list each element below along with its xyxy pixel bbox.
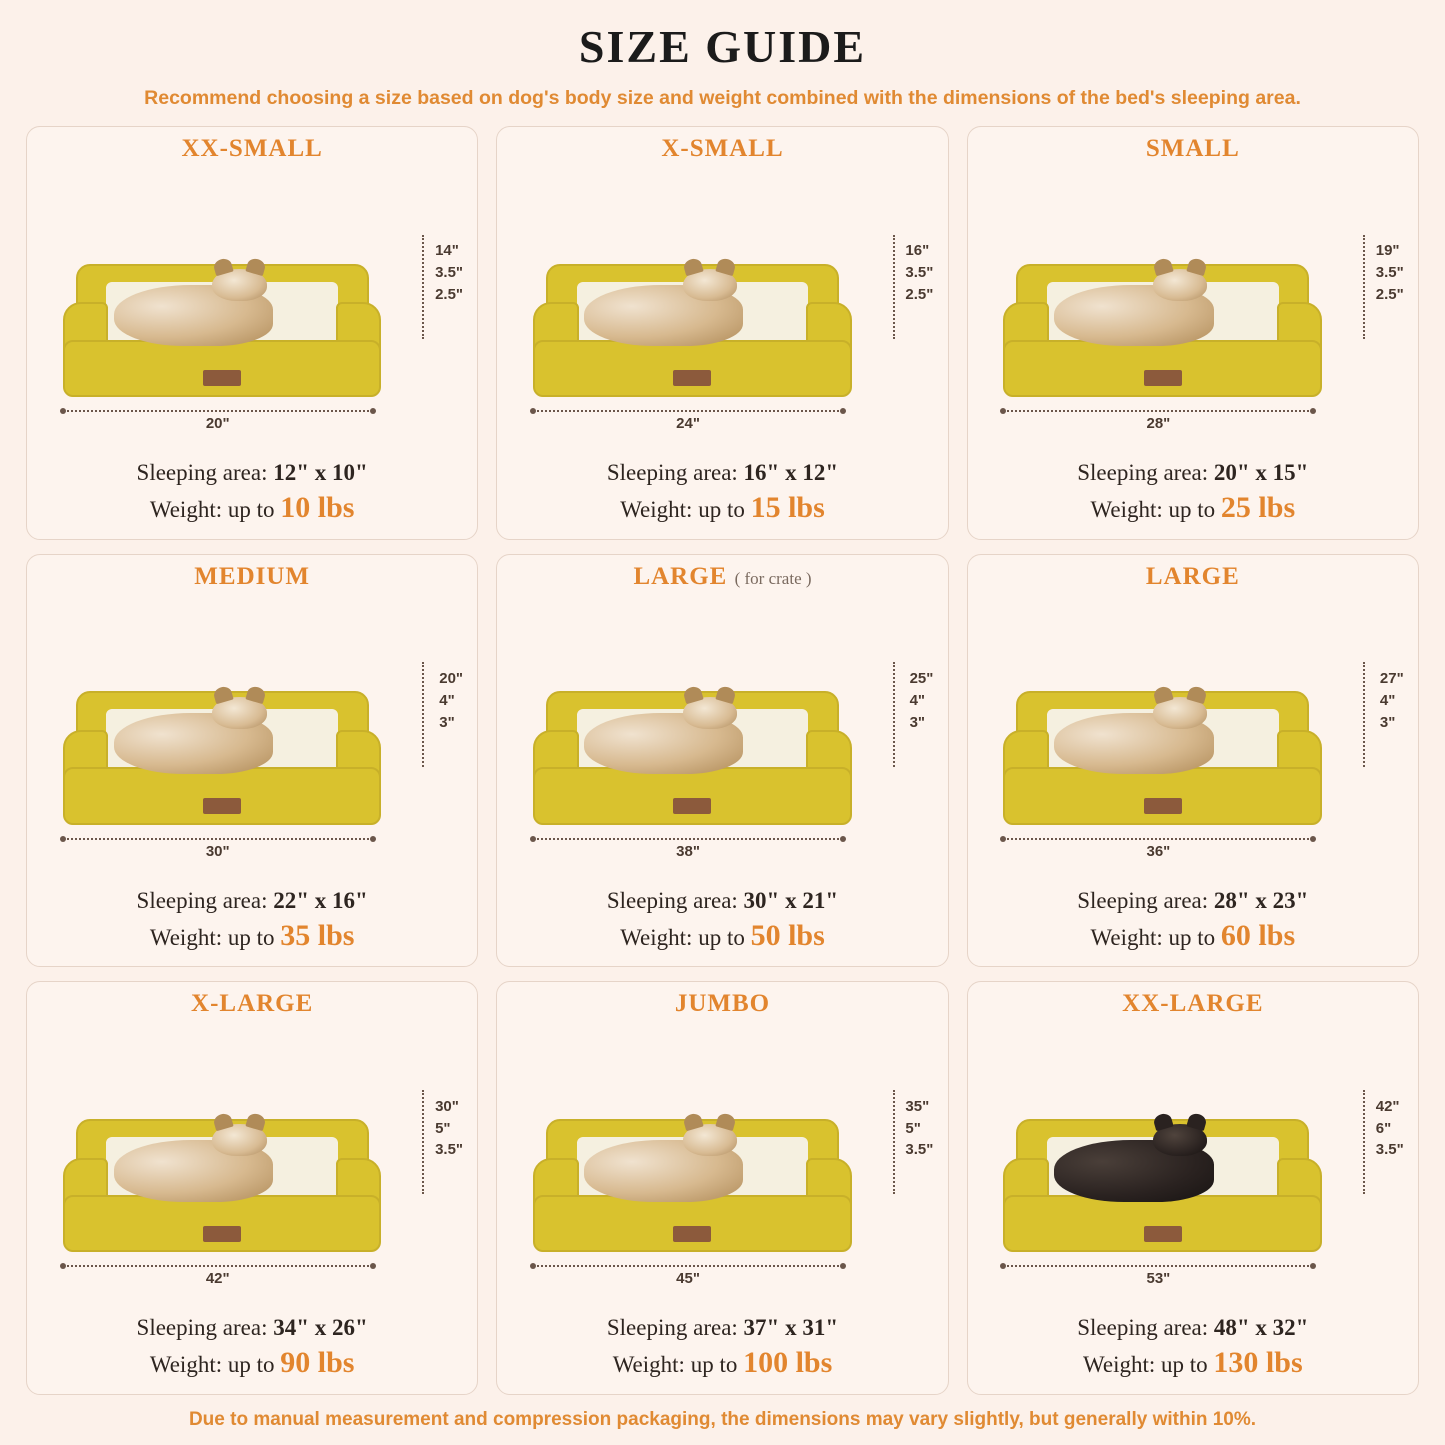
- brand-tag: [1144, 798, 1182, 814]
- pet-ear-left-icon: [212, 1112, 234, 1132]
- weight-upto: up to: [227, 924, 275, 950]
- brand-tag: [673, 1226, 711, 1242]
- pet-ear-left-icon: [682, 684, 704, 704]
- weight-upto: up to: [1161, 1352, 1208, 1378]
- length-guide-line: [533, 1265, 843, 1267]
- pet-head-icon: [683, 269, 737, 301]
- brand-tag: [1144, 1226, 1182, 1242]
- size-card-grid: [26, 126, 1419, 1395]
- weight-row: [607, 488, 838, 529]
- brand-tag: [1144, 370, 1182, 386]
- weight-label: Weight:: [149, 1352, 223, 1378]
- sleeping-area-label: Sleeping area:: [606, 460, 738, 486]
- dog-bed-graphic: [533, 691, 851, 824]
- weight-label: Weight:: [612, 1352, 685, 1378]
- card-title: [1146, 135, 1240, 163]
- bed-base: [1003, 340, 1321, 397]
- card-size-name: SMALL: [1145, 135, 1240, 162]
- pet-head-icon: [683, 697, 737, 729]
- dim-length: 20": [205, 414, 230, 432]
- dim-length: 28": [1146, 414, 1171, 432]
- dog-bed-graphic: [1003, 1119, 1321, 1252]
- weight-label: Weight:: [620, 924, 693, 950]
- height-guide-line: [1363, 662, 1365, 766]
- bed-illustration: [37, 593, 467, 883]
- weight-value: 60 lbs: [1220, 918, 1296, 952]
- size-card: [26, 981, 478, 1395]
- dim-mattress: 3.5": [905, 1141, 934, 1159]
- bed-illustration: [37, 165, 467, 455]
- height-guide-line: [422, 235, 424, 339]
- bed-illustration: [37, 1020, 467, 1310]
- dim-mattress: 2.5": [435, 285, 464, 303]
- sleeping-area-row: [607, 457, 838, 488]
- weight-row: [137, 488, 368, 529]
- brand-tag: [673, 798, 711, 814]
- page-subtitle: Recommend choosing a size based on dog's body size and weight combined with the dimensions of the bed's sleeping area.: [144, 87, 1301, 109]
- weight-upto: up to: [698, 497, 745, 523]
- sleeping-area-value: 16" x 12": [743, 460, 839, 486]
- pet-head-icon: [1153, 269, 1207, 301]
- weight-value: 130 lbs: [1213, 1346, 1303, 1380]
- card-size-name: LARGE: [633, 562, 728, 590]
- length-guide-line: [1003, 838, 1313, 840]
- dimension-annotations: [910, 668, 934, 733]
- pet-ear-left-icon: [682, 1112, 704, 1132]
- pet-body-icon: [584, 713, 743, 774]
- dim-length: 24": [676, 414, 700, 432]
- dim-bolster: 4": [439, 691, 455, 709]
- dim-bolster: 5": [435, 1119, 451, 1137]
- dog-bed-graphic: [63, 691, 381, 824]
- bed-illustration: [507, 165, 937, 455]
- dim-length: 30": [205, 842, 230, 860]
- dim-height: 14": [435, 242, 459, 260]
- card-info: [607, 457, 838, 529]
- dim-mattress: 2.5": [1375, 285, 1404, 303]
- pet-body-icon: [1054, 1140, 1213, 1201]
- dim-length: 42": [205, 1270, 230, 1288]
- size-card: [26, 554, 478, 968]
- sleeping-area-label: Sleeping area:: [606, 1315, 738, 1341]
- card-title: [675, 990, 770, 1018]
- sleeping-area-row: [607, 885, 838, 916]
- weight-label: Weight:: [149, 924, 223, 950]
- card-info: [1077, 885, 1308, 957]
- dim-bolster: 4": [909, 691, 926, 709]
- weight-value: 100 lbs: [743, 1346, 833, 1380]
- pet-ear-left-icon: [682, 257, 704, 277]
- dog-bed-graphic: [1003, 264, 1321, 397]
- height-guide-line: [422, 662, 424, 766]
- length-guide-line: [63, 838, 373, 840]
- weight-label: Weight:: [1090, 924, 1163, 950]
- dim-height: 35": [905, 1097, 930, 1115]
- weight-row: [607, 1343, 838, 1384]
- bed-illustration: [507, 593, 937, 883]
- height-guide-line: [1363, 1090, 1365, 1194]
- bed-illustration: [978, 1020, 1408, 1310]
- card-size-name: XX-LARGE: [1122, 990, 1264, 1018]
- dog-bed-graphic: [533, 1119, 851, 1252]
- pet-ear-left-icon: [1152, 257, 1174, 277]
- pet-head-icon: [1153, 1124, 1207, 1156]
- dim-height: 30": [435, 1097, 459, 1115]
- card-size-name: X-LARGE: [191, 990, 314, 1018]
- dim-height: 16": [905, 242, 930, 260]
- bed-base: [63, 1195, 381, 1252]
- card-size-name: MEDIUM: [194, 562, 311, 590]
- weight-row: [607, 916, 838, 957]
- sleeping-area-value: 12" x 10": [273, 460, 368, 486]
- card-title: [661, 135, 783, 163]
- bed-base: [1003, 1195, 1321, 1252]
- weight-row: [1077, 488, 1308, 529]
- pet-head-icon: [212, 1124, 266, 1156]
- brand-tag: [203, 1226, 241, 1242]
- card-info: [607, 1312, 838, 1384]
- dim-bolster: 3.5": [435, 264, 464, 282]
- dim-mattress: 3": [909, 713, 926, 731]
- size-card: [496, 981, 948, 1395]
- card-size-note: ( for crate ): [734, 568, 812, 588]
- card-info: [137, 885, 368, 957]
- pet-head-icon: [212, 697, 266, 729]
- length-guide-line: [533, 410, 843, 412]
- dog-bed-graphic: [63, 264, 381, 397]
- brand-tag: [203, 798, 241, 814]
- height-guide-line: [422, 1090, 424, 1194]
- dimension-annotations: [1380, 668, 1404, 733]
- card-title: [191, 990, 313, 1018]
- bed-base: [533, 1195, 851, 1252]
- card-info: [1077, 1312, 1308, 1384]
- weight-value: 25 lbs: [1220, 491, 1296, 525]
- length-guide-line: [63, 1265, 373, 1267]
- card-size-name: XX-SMALL: [181, 135, 323, 162]
- dim-mattress: 3": [1379, 713, 1396, 731]
- dim-length: 36": [1146, 842, 1171, 860]
- dimension-annotations: [439, 668, 463, 733]
- sleeping-area-row: [607, 1312, 838, 1343]
- dim-bolster: 6": [1375, 1119, 1392, 1137]
- bed-illustration: [978, 165, 1408, 455]
- card-info: [137, 1312, 368, 1384]
- size-card: [967, 554, 1419, 968]
- sleeping-area-label: Sleeping area:: [1077, 1315, 1209, 1341]
- weight-upto: up to: [1168, 924, 1216, 950]
- dim-bolster: 3.5": [905, 264, 934, 282]
- weight-value: 15 lbs: [750, 491, 825, 525]
- pet-body-icon: [114, 285, 273, 346]
- length-guide-line: [533, 838, 843, 840]
- weight-upto: up to: [698, 924, 745, 950]
- dim-mattress: 2.5": [905, 285, 934, 303]
- length-guide-line: [63, 410, 373, 412]
- dog-bed-graphic: [533, 264, 851, 397]
- weight-row: [137, 916, 368, 957]
- sleeping-area-value: 20" x 15": [1213, 460, 1309, 486]
- dim-height: 20": [439, 670, 464, 688]
- weight-row: [1077, 916, 1308, 957]
- weight-value: 35 lbs: [280, 918, 355, 952]
- card-title: [1122, 990, 1263, 1018]
- dim-mattress: 3.5": [435, 1141, 464, 1159]
- dim-length: 38": [676, 842, 700, 860]
- bed-illustration: [507, 1020, 937, 1310]
- size-card: [26, 126, 478, 540]
- sleeping-area-value: 28" x 23": [1213, 887, 1309, 913]
- size-card: [496, 126, 948, 540]
- footer-note: Due to manual measurement and compression packaging, the dimensions may vary slightly, but generally within 10%.: [188, 1409, 1257, 1430]
- weight-upto: up to: [1168, 497, 1216, 523]
- weight-value: 90 lbs: [280, 1346, 355, 1380]
- bed-base: [63, 340, 381, 397]
- dim-bolster: 3.5": [1375, 264, 1404, 282]
- pet-ear-left-icon: [212, 257, 234, 277]
- sleeping-area-value: 30" x 21": [743, 887, 839, 913]
- card-size-name: LARGE: [1145, 562, 1240, 590]
- dim-height: 42": [1375, 1097, 1400, 1115]
- dimension-annotations: [1376, 240, 1404, 305]
- dim-height: 27": [1379, 670, 1404, 688]
- card-info: [1077, 457, 1308, 529]
- pet-body-icon: [584, 285, 743, 346]
- sleeping-area-row: [137, 1312, 368, 1343]
- bed-base: [63, 767, 381, 824]
- sleeping-area-value: 34" x 26": [273, 1315, 368, 1341]
- pet-body-icon: [1054, 713, 1213, 774]
- sleeping-area-row: [1077, 1312, 1308, 1343]
- weight-value: 10 lbs: [280, 491, 355, 525]
- dim-mattress: 3": [439, 713, 455, 731]
- weight-row: [137, 1343, 368, 1384]
- bed-illustration: [978, 593, 1408, 883]
- card-info: [137, 457, 368, 529]
- weight-upto: up to: [690, 1352, 738, 1378]
- dimension-annotations: [435, 1096, 463, 1161]
- dimension-annotations: [435, 240, 463, 305]
- dim-height: 19": [1375, 242, 1400, 260]
- sleeping-area-value: 37" x 31": [743, 1315, 839, 1341]
- page-title: SIZE GUIDE: [578, 21, 867, 72]
- dim-bolster: 4": [1379, 691, 1396, 709]
- sleeping-area-row: [1077, 457, 1308, 488]
- dim-height: 25": [909, 670, 934, 688]
- sleeping-area-value: 48" x 32": [1213, 1315, 1309, 1341]
- dog-bed-graphic: [63, 1119, 381, 1252]
- weight-row: [1077, 1343, 1308, 1384]
- dim-length: 45": [676, 1270, 700, 1288]
- pet-head-icon: [683, 1124, 737, 1156]
- pet-head-icon: [212, 269, 266, 301]
- weight-label: Weight:: [620, 497, 693, 523]
- dog-bed-graphic: [1003, 691, 1321, 824]
- dim-length: 53": [1146, 1270, 1171, 1288]
- height-guide-line: [1363, 235, 1365, 339]
- card-size-name: X-SMALL: [661, 135, 784, 162]
- height-guide-line: [893, 235, 895, 339]
- dim-mattress: 3.5": [1375, 1141, 1404, 1159]
- size-card: [967, 981, 1419, 1395]
- sleeping-area-label: Sleeping area:: [1077, 460, 1209, 486]
- height-guide-line: [893, 662, 895, 766]
- card-title: [633, 563, 811, 591]
- pet-ear-left-icon: [1152, 1112, 1174, 1132]
- pet-ear-left-icon: [1152, 684, 1174, 704]
- weight-label: Weight:: [149, 497, 223, 523]
- dimension-annotations: [905, 1096, 933, 1161]
- sleeping-area-row: [137, 457, 368, 488]
- card-info: [607, 885, 838, 957]
- pet-body-icon: [114, 713, 273, 774]
- brand-tag: [673, 370, 711, 386]
- pet-body-icon: [114, 1140, 273, 1201]
- sleeping-area-label: Sleeping area:: [1077, 887, 1209, 913]
- length-guide-line: [1003, 410, 1313, 412]
- pet-body-icon: [1054, 285, 1213, 346]
- weight-label: Weight:: [1090, 497, 1163, 523]
- weight-upto: up to: [227, 497, 275, 523]
- card-title: [194, 563, 310, 591]
- sleeping-area-label: Sleeping area:: [136, 1315, 268, 1341]
- length-guide-line: [1003, 1265, 1313, 1267]
- sleeping-area-row: [1077, 885, 1308, 916]
- card-title: [181, 135, 322, 163]
- pet-ear-left-icon: [212, 684, 234, 704]
- pet-body-icon: [584, 1140, 743, 1201]
- bed-base: [533, 767, 851, 824]
- bed-base: [533, 340, 851, 397]
- dim-bolster: 5": [905, 1119, 921, 1137]
- sleeping-area-row: [137, 885, 368, 916]
- size-card: [967, 126, 1419, 540]
- dimension-annotations: [1376, 1096, 1404, 1161]
- sleeping-area-value: 22" x 16": [273, 887, 368, 913]
- dimension-annotations: [905, 240, 933, 305]
- card-size-name: JUMBO: [674, 990, 771, 1018]
- weight-value: 50 lbs: [750, 918, 825, 952]
- height-guide-line: [893, 1090, 895, 1194]
- card-title: [1146, 563, 1240, 591]
- weight-label: Weight:: [1083, 1352, 1156, 1378]
- bed-base: [1003, 767, 1321, 824]
- sleeping-area-label: Sleeping area:: [136, 887, 268, 913]
- weight-upto: up to: [227, 1352, 275, 1378]
- pet-head-icon: [1153, 697, 1207, 729]
- size-card: [496, 554, 948, 968]
- brand-tag: [203, 370, 241, 386]
- sleeping-area-label: Sleeping area:: [606, 887, 738, 913]
- sleeping-area-label: Sleeping area:: [136, 460, 268, 486]
